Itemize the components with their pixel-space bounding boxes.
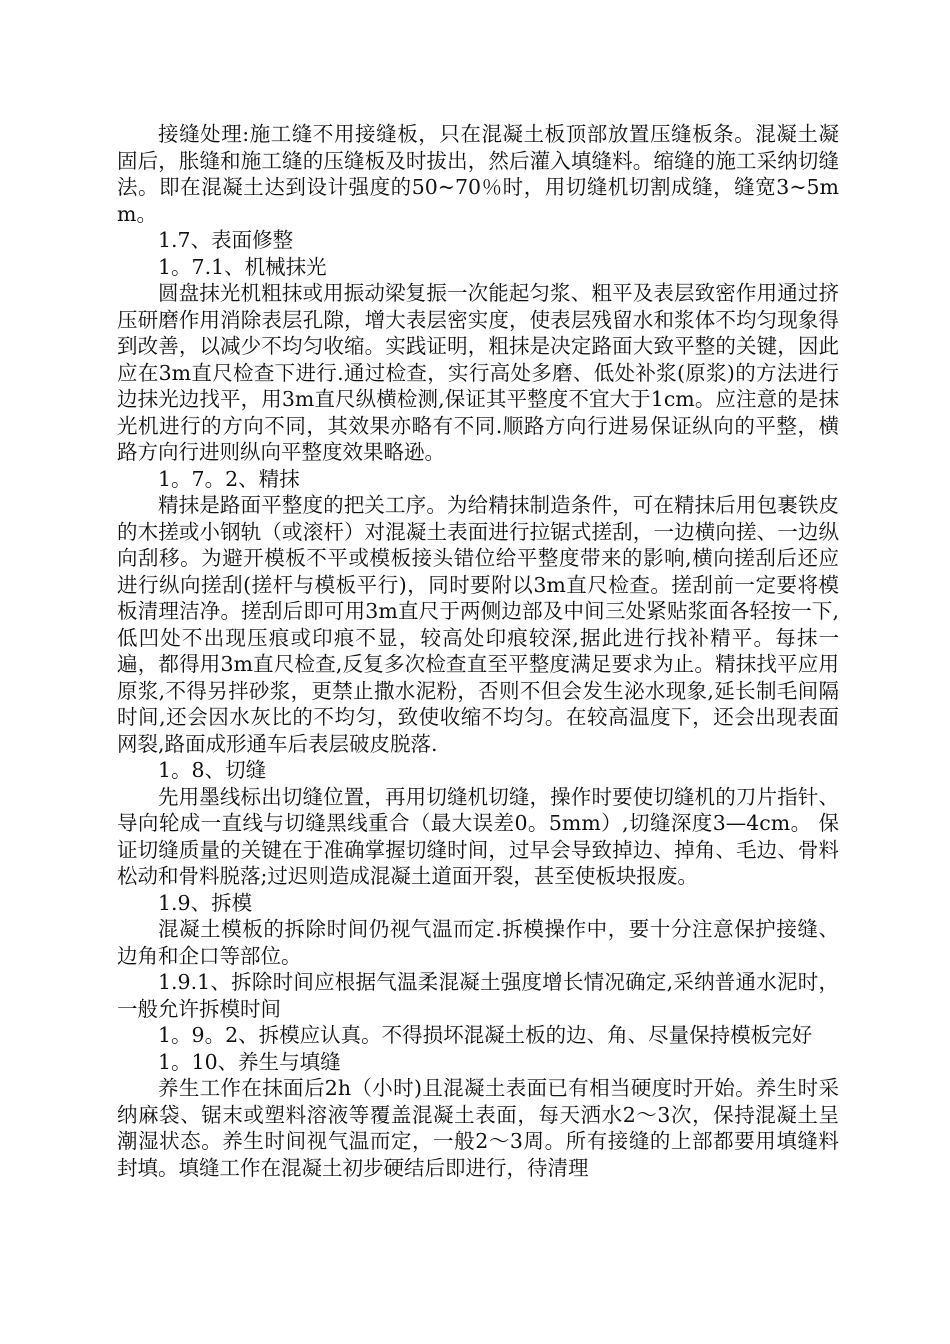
heading-curing-and-sealing: 1。10、养生与填缝 (158, 1049, 341, 1074)
paragraph-formwork-removal: 混凝土模板的拆除时间仍视气温而定.拆模操作中，要十分注意保护接缝、边角和企口等部位。 (117, 917, 839, 968)
paragraph-removal-care: 1。9。2、拆模应认真。不得损坏混凝土板的边、角、尽量保持模板完好 (158, 1023, 813, 1047)
paragraph-curing-and-sealing: 养生工作在抹面后2h（小时)且混凝土表面已有相当硬度时开始。养生时采纳麻袋、锯末或塑料溶液等覆盖混凝土表面，每天洒水2～3次，保持混凝土呈潮湿状态。养生时间视气温而定，一般2～3周。所有接缝的上部都要用填缝料封填。填缝工作在混凝土初步硬结后即进行，待清理 (117, 1076, 839, 1180)
paragraph-removal-time: 1.9.1、拆除时间应根据气温柔混凝土强度增长情况确定,采纳普通水泥时，一般允许拆模时间 (117, 970, 839, 1021)
heading-formwork-removal: 1.9、拆模 (158, 890, 253, 915)
paragraph-joint-cutting: 先用墨线标出切缝位置，再用切缝机切缝，操作时要使切缝机的刀片指针、导向轮成一直线与切缝黑线重合（最大误差0。5mm）,切缝深度3—4cm。 保证切缝质量的关键在于准确掌握切缝时间，过早会导致掉边、掉角、毛边、骨料松动和骨料脱落;过迟则造成混凝土道面开裂，甚至使板块报废。 (117, 784, 839, 888)
heading-surface-finishing: 1.7、表面修整 (158, 228, 294, 252)
paragraph-fine-troweling: 精抹是路面平整度的把关工序。为给精抹制造条件，可在精抹后用包裹铁皮的木搓或小钢轨（或滚杆）对混凝土表面进行拉锯式搓刮，一边横向搓、一边纵向刮移。为避开模板不平或模板接头错位给平整度带来的影响,横向搓刮后还应进行纵向搓刮(搓杆与模板平行)，同时要附以3m直尺检查。搓刮前一定要将模板清理洁净。搓刮后即可用3m直尺于两侧边部及中间三处紧贴浆面各轻按一下,低凹处不出现压痕或印痕不显，较高处印痕较深,据此进行找补精平。每抹一遍，都得用3m直尺检查,反复多次检查直至平整度满足要求为止。精抹找平应用原浆,不得另拌砂浆，更禁止撒水泥粉，否则不但会发生泌水现象,延长制毛间隔时间,还会因水灰比的不均匀，致使收缩不均匀。在较高温度下，还会出现表面网裂,路面成形通车后表层破皮脱落. (117, 493, 839, 756)
paragraph-mechanical-troweling: 圆盘抹光机粗抹或用振动梁复振一次能起匀浆、粗平及表层致密作用通过挤压研磨作用消除表层孔隙，增大表层密实度，使表层残留水和浆体不均匀现象得到改善，以减少不均匀收缩。实践证明，粗抹是决定路面大致平整的关键，因此应在3m直尺检查下进行.通过检查，实行高处多磨、低处补浆(原浆)的方法进行边抹光边找平，用3m直尺纵横检测,保证其平整度不宜大于1cm。应注意的是抹光机进行的方向不同，其效果亦略有不同.顺路方向行进易保证纵向的平整，横路方向行进则纵向平整度效果略逊。 (117, 281, 839, 464)
heading-joint-cutting: 1。8、切缝 (158, 758, 267, 782)
heading-fine-troweling: 1。7。2、精抹 (158, 466, 300, 491)
paragraph-joint-treatment: 接缝处理:施工缝不用接缝板，只在混凝土板顶部放置压缝板条。混凝土凝固后，胀缝和施工缝的压缝板及时拔出，然后灌入填缝料。缩缝的施工采纳切缝法。即在混凝土达到设计强度的50~70％时，用切缝机切割成缝，缝宽3~5mm。 (117, 122, 839, 226)
heading-mechanical-troweling: 1。7.1、机械抹光 (158, 254, 327, 279)
document-body (117, 121, 839, 1181)
